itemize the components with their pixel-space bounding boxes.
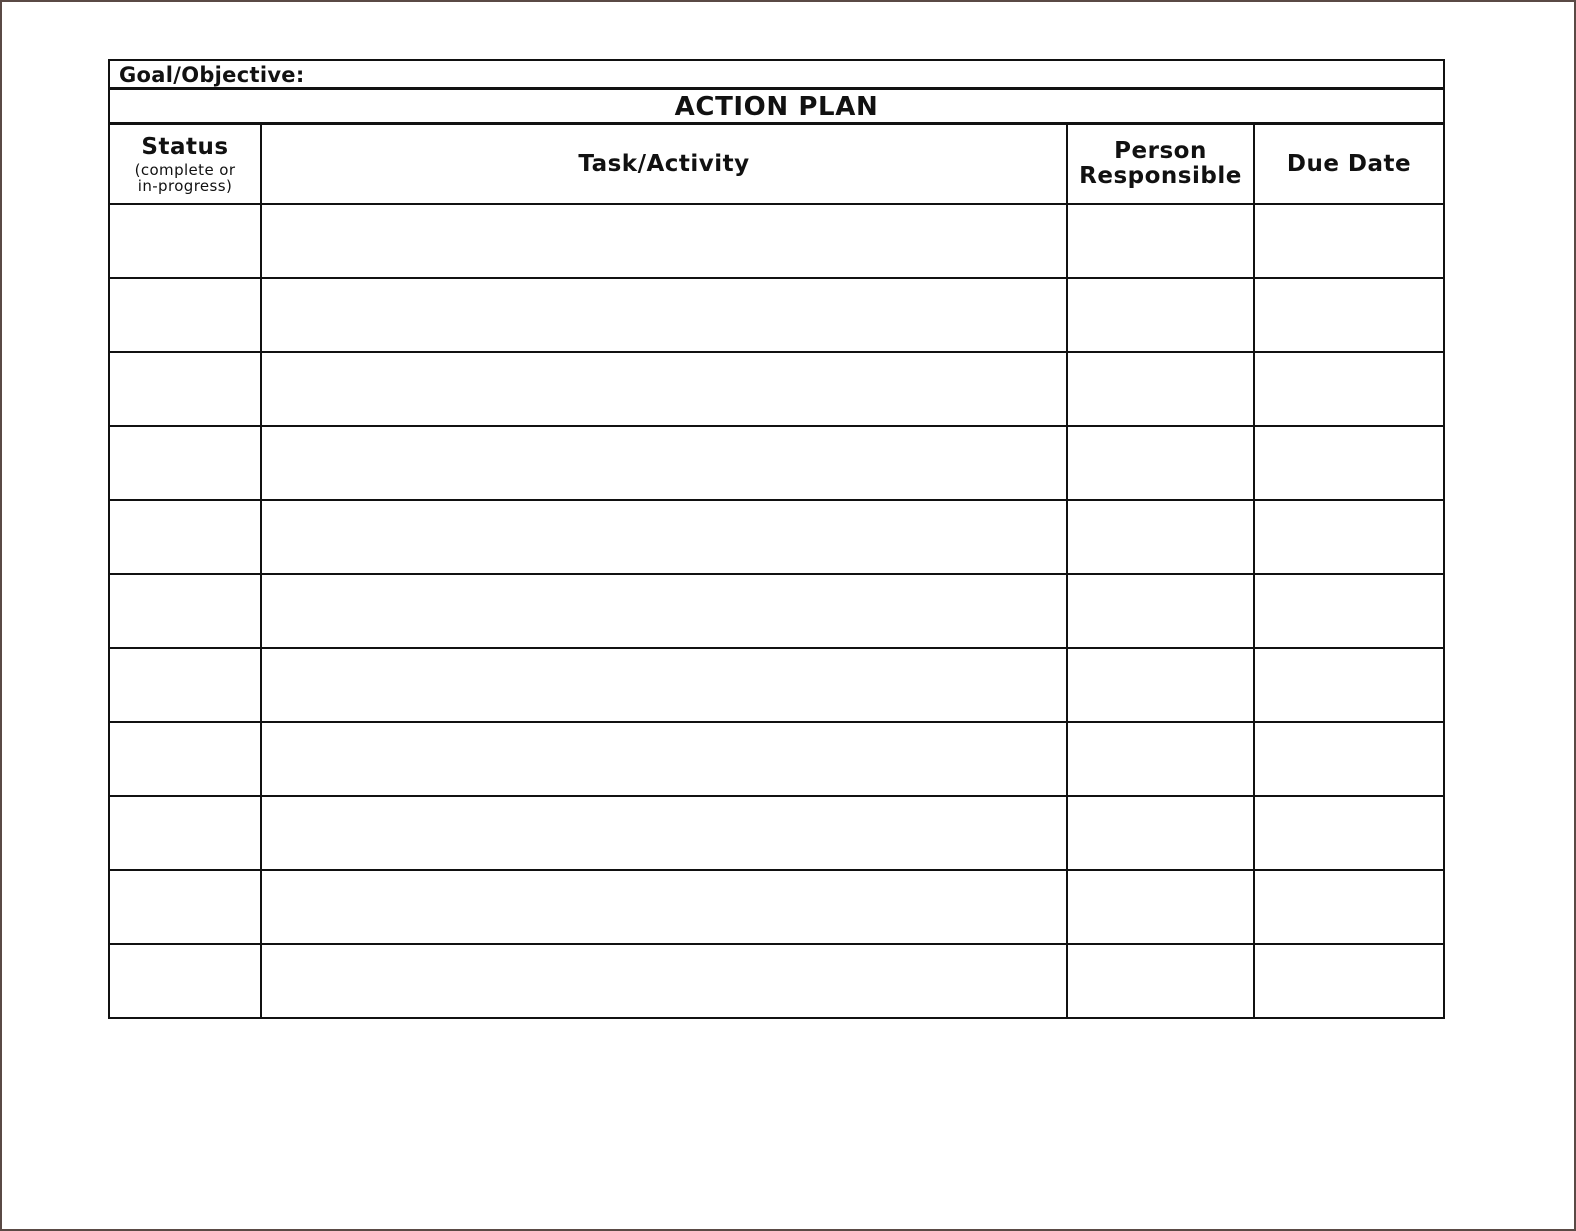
status-cell[interactable]: [110, 722, 261, 796]
status-cell[interactable]: [110, 796, 261, 870]
task-cell[interactable]: [261, 944, 1067, 1017]
due-date-cell[interactable]: [1254, 426, 1443, 500]
due-date-cell[interactable]: [1254, 352, 1443, 426]
header-due-date-label: Due Date: [1286, 151, 1412, 177]
person-cell[interactable]: [1067, 796, 1254, 870]
due-date-cell[interactable]: [1254, 870, 1443, 944]
table-body: [110, 204, 1443, 1017]
status-cell[interactable]: [110, 204, 261, 278]
table-row: [110, 944, 1443, 1017]
person-cell[interactable]: [1067, 574, 1254, 648]
status-cell[interactable]: [110, 426, 261, 500]
table-row: [110, 574, 1443, 648]
task-cell[interactable]: [261, 278, 1067, 352]
status-cell[interactable]: [110, 278, 261, 352]
person-cell[interactable]: [1067, 944, 1254, 1017]
table-row: [110, 722, 1443, 796]
due-date-cell[interactable]: [1254, 944, 1443, 1017]
table-row: [110, 426, 1443, 500]
header-status-note: (complete or in-progress): [134, 161, 236, 195]
task-cell[interactable]: [261, 574, 1067, 648]
form-title: ACTION PLAN: [110, 90, 1443, 125]
task-cell[interactable]: [261, 870, 1067, 944]
due-date-cell[interactable]: [1254, 204, 1443, 278]
due-date-cell[interactable]: [1254, 648, 1443, 722]
task-cell[interactable]: [261, 426, 1067, 500]
person-cell[interactable]: [1067, 648, 1254, 722]
header-task: [261, 125, 1067, 204]
person-cell[interactable]: [1067, 500, 1254, 574]
due-date-cell[interactable]: [1254, 500, 1443, 574]
task-cell[interactable]: [261, 352, 1067, 426]
status-cell[interactable]: [110, 574, 261, 648]
person-cell[interactable]: [1067, 870, 1254, 944]
header-task-label: Task/Activity: [578, 151, 750, 177]
task-cell[interactable]: [261, 648, 1067, 722]
due-date-cell[interactable]: [1254, 722, 1443, 796]
status-cell[interactable]: [110, 648, 261, 722]
table-row: [110, 278, 1443, 352]
table-row: [110, 648, 1443, 722]
table-row: [110, 796, 1443, 870]
action-plan-form: [108, 59, 1445, 1019]
header-person-label: Person Responsible: [1079, 138, 1242, 189]
task-cell[interactable]: [261, 722, 1067, 796]
table-row: [110, 500, 1443, 574]
table-row: [110, 204, 1443, 278]
header-person: [1067, 125, 1254, 204]
task-cell[interactable]: [261, 500, 1067, 574]
person-cell[interactable]: [1067, 352, 1254, 426]
status-cell[interactable]: [110, 870, 261, 944]
table-row: [110, 352, 1443, 426]
task-cell[interactable]: [261, 204, 1067, 278]
table-row: [110, 870, 1443, 944]
header-due-date: [1254, 125, 1443, 204]
status-cell[interactable]: [110, 352, 261, 426]
status-cell[interactable]: [110, 944, 261, 1017]
due-date-cell[interactable]: [1254, 574, 1443, 648]
due-date-cell[interactable]: [1254, 796, 1443, 870]
person-cell[interactable]: [1067, 204, 1254, 278]
goal-objective-label: Goal/Objective:: [119, 63, 305, 87]
due-date-cell[interactable]: [1254, 278, 1443, 352]
person-cell[interactable]: [1067, 278, 1254, 352]
person-cell[interactable]: [1067, 426, 1254, 500]
action-plan-table: [110, 125, 1443, 1017]
status-cell[interactable]: [110, 500, 261, 574]
person-cell[interactable]: [1067, 722, 1254, 796]
goal-objective-field[interactable]: [110, 61, 1443, 90]
header-status-label: Status: [141, 134, 229, 160]
table-header-row: [110, 125, 1443, 204]
task-cell[interactable]: [261, 796, 1067, 870]
header-status: [110, 125, 261, 204]
